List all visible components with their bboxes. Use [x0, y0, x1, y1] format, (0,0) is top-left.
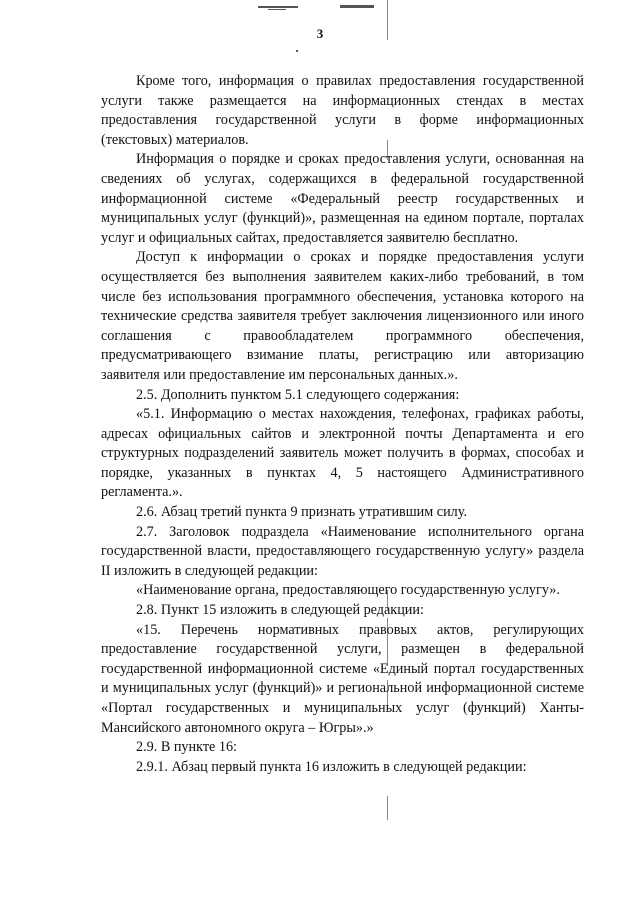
paragraph: 2.6. Абзац третий пункта 9 признать утратившим силу.	[136, 504, 467, 521]
paragraph: «Наименование органа, предоставляющего государственную услугу».	[136, 582, 560, 599]
paragraph: «5.1. Информацию о местах нахождения, телефонах, графиках работы, адресах официальных сайтов и электронной почты Департамента и его структурных подразделений заявитель может получить в формах, способах и порядке, указанных в пунктах 4, 5 настоящего Административного регламента.».	[101, 406, 584, 501]
paragraph: Кроме того, информация о правилах предоставления государственной услуги также размещается на информационных стендах в местах предоставления государственной услуги в форме информационных (текстовых) материалов.	[101, 73, 584, 148]
scan-artifact	[340, 5, 374, 8]
paragraph: 2.7. Заголовок подраздела «Наименование исполнительного органа государственной власти, предоставляющего государственную услугу» раздела II изложить в следующей редакции:	[101, 523, 584, 579]
paragraph: 2.8. Пункт 15 изложить в следующей редакции:	[136, 602, 424, 619]
page-number: 3	[316, 26, 324, 41]
fold-line	[387, 796, 388, 820]
paragraph: 2.9. В пункте 16:	[136, 739, 237, 756]
paragraph: 2.9.1. Абзац первый пункта 16 изложить в следующей редакции:	[136, 758, 527, 775]
scan-artifact	[268, 9, 286, 10]
scan-artifact	[296, 50, 298, 52]
paragraph: 2.5. Дополнить пунктом 5.1 следующего содержания:	[136, 386, 460, 403]
scan-artifact	[258, 6, 298, 8]
paragraph: «15. Перечень нормативных правовых актов, регулирующих предоставление государственной услуги, размещен в федеральной государственной информационной системе «Единый портал государственных и муниципальных услуг (функций)» и региональной информационной системе «Портал государственных и муниципальных услуг (функций) Ханты-Мансийского автономного округа – Югры».»	[101, 621, 584, 736]
document-body	[101, 72, 584, 777]
paragraph: Доступ к информации о сроках и порядке предоставления услуги осуществляется без выполнения заявителем каких-либо требований, в том числе без использования программного обеспечения, установка которого на технические средства заявителя требует заключения лицензионного или иного соглашения с правообладателем программного обеспечения, предусматривающего взимание платы, регистрацию или авторизацию заявителя или предоставление им персональных данных.».	[101, 249, 584, 383]
paragraph: Информация о порядке и сроках предоставления услуги, основанная на сведениях об услугах, содержащихся в федеральной государственной информационной системе «Федеральный реестр государственных и муниципальных услуг (функций)», размещенная на едином портале, порталах услуг и официальных сайтах, предоставляется заявителю бесплатно.	[101, 151, 584, 246]
